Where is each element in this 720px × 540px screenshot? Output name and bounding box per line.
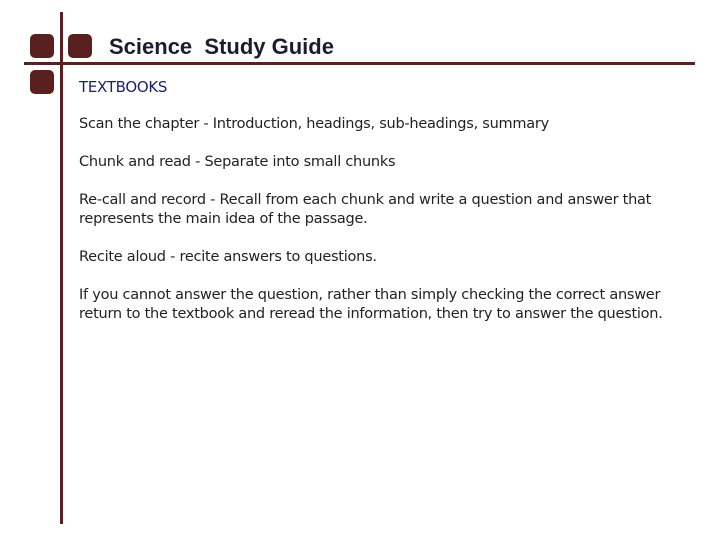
paragraph-scan: Scan the chapter - Introduction, headings, sub-headings, summary [79,116,549,132]
decorative-square-top-right [68,34,92,58]
paragraph-if-you-cannot-answer: If you cannot answer the question, rather than simply checking the correct answer return to the textbook and reread the information, then try to answer the question. [79,287,663,322]
vertical-divider-line [60,12,63,524]
decorative-square-top-left [30,34,54,58]
horizontal-divider-line [24,62,695,65]
slide-title: Science Study Guide [109,34,334,59]
decorative-square-bottom-left [30,70,54,94]
content-list [79,115,699,343]
paragraph-recall-and-record: Re-call and record - Recall from each chunk and write a question and answer that represents the main idea of the passage. [79,192,652,227]
paragraph-chunk-and-read: Chunk and read - Separate into small chunks [79,154,396,170]
paragraph-recite-aloud: Recite aloud - recite answers to questions. [79,249,377,265]
section-heading: TEXTBOOKS [79,78,168,96]
